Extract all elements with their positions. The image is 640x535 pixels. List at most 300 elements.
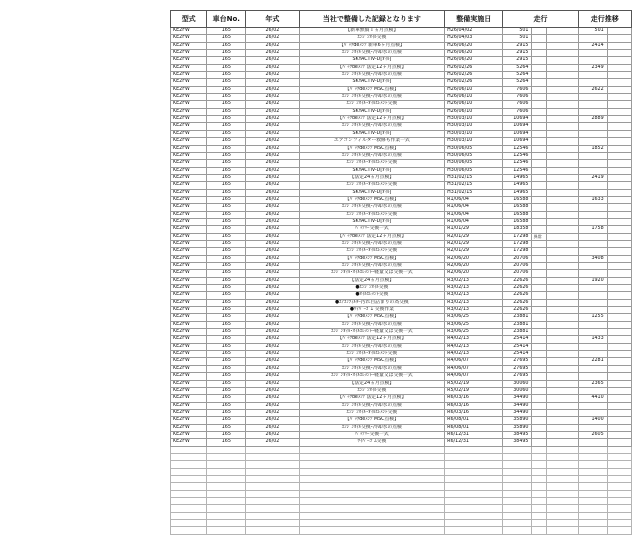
cell-blank <box>547 380 579 387</box>
cell-blank <box>547 226 579 233</box>
cell-number: 165 <box>207 116 246 123</box>
cell-trend <box>578 160 607 167</box>
empty-cell <box>299 461 445 468</box>
cell-record: ●ｴﾝｼﾞﾝｵｲﾙ交換 <box>299 285 445 292</box>
empty-cell <box>532 527 547 534</box>
cell-date: R2/01/29 <box>445 248 503 255</box>
cell-blank <box>607 138 631 145</box>
cell-note <box>532 329 547 336</box>
cell-record: ｴﾝｼﾞﾝｵｲﾙ･ｵｲﾙｴﾚﾒﾝﾄ交換 <box>299 211 445 218</box>
empty-cell <box>246 475 299 482</box>
empty-cell <box>171 483 207 490</box>
table-row <box>171 402 632 409</box>
cell-trend: 501 <box>578 28 607 35</box>
cell-year: 26/02 <box>246 395 299 402</box>
empty-cell <box>246 461 299 468</box>
cell-year: 26/02 <box>246 64 299 71</box>
cell-record: SKYACTIV-D[ｵｲﾙ] <box>299 57 445 64</box>
cell-number: 165 <box>207 101 246 108</box>
empty-cell <box>207 527 246 534</box>
cell-model: KE2FW <box>171 50 207 57</box>
cell-record: 【ﾊﾟｯｸdeﾒﾝﾃ 法定12ヶ月点検】 <box>299 395 445 402</box>
cell-blank <box>547 145 579 152</box>
cell-blank <box>607 116 631 123</box>
header-model: 型式 <box>171 11 207 28</box>
cell-blank <box>547 233 579 240</box>
cell-year: 26/02 <box>246 152 299 159</box>
empty-cell <box>171 498 207 505</box>
cell-note <box>532 373 547 380</box>
cell-blank <box>547 108 579 115</box>
empty-cell <box>607 446 631 453</box>
empty-cell <box>445 512 503 519</box>
table-row <box>171 285 632 292</box>
cell-model: KE2FW <box>171 167 207 174</box>
empty-cell <box>445 498 503 505</box>
cell-number: 165 <box>207 417 246 424</box>
table-row <box>171 145 632 152</box>
cell-blank <box>607 431 631 438</box>
table-row <box>171 387 632 394</box>
cell-mileage: 23881 <box>503 329 532 336</box>
cell-mileage: 22626 <box>503 307 532 314</box>
cell-trend <box>578 101 607 108</box>
cell-number: 165 <box>207 108 246 115</box>
cell-mileage: 16588 <box>503 196 532 203</box>
cell-trend <box>578 79 607 86</box>
empty-cell <box>171 527 207 534</box>
cell-record: 【法定24ヵ月点検】 <box>299 277 445 284</box>
cell-number: 165 <box>207 42 246 49</box>
cell-date: H30/03/10 <box>445 138 503 145</box>
empty-cell <box>532 483 547 490</box>
table-row <box>171 174 632 181</box>
cell-trend <box>578 343 607 350</box>
empty-row <box>171 453 632 460</box>
cell-mileage: 16588 <box>503 204 532 211</box>
empty-cell <box>532 490 547 497</box>
cell-mileage: 12546 <box>503 167 532 174</box>
cell-note <box>532 270 547 277</box>
header-date: 整備実施日 <box>445 11 503 28</box>
cell-trend: 1255 <box>578 314 607 321</box>
cell-record: ｴﾝｼﾞﾝｵｲﾙ交換･冷却水の点検 <box>299 204 445 211</box>
cell-record: ｴﾝｼﾞﾝｵｲﾙ･ｵｲﾙｴﾚﾒﾝﾄ･軽量又は交換一式 <box>299 329 445 336</box>
cell-record: ●ｴｱｺﾝﾌｨﾙﾀｰ汚れ目詰まりの為交換 <box>299 299 445 306</box>
cell-mileage: 20706 <box>503 263 532 270</box>
cell-record: SKYACTIV-D[ｵｲﾙ] <box>299 79 445 86</box>
table-row <box>171 233 632 240</box>
cell-model: KE2FW <box>171 204 207 211</box>
cell-blank <box>547 57 579 64</box>
cell-year: 26/02 <box>246 204 299 211</box>
cell-year: 26/02 <box>246 373 299 380</box>
cell-trend <box>578 123 607 130</box>
empty-cell <box>445 475 503 482</box>
cell-trend <box>578 292 607 299</box>
cell-record: 【ﾊﾟｯｸdeﾒﾝﾃ MSC点検】 <box>299 86 445 93</box>
empty-cell <box>503 490 532 497</box>
empty-row <box>171 461 632 468</box>
empty-row <box>171 520 632 527</box>
empty-cell <box>607 498 631 505</box>
cell-number: 165 <box>207 387 246 394</box>
cell-record: 【ﾊﾟｯｸdeﾒﾝﾃ MSC点検】 <box>299 145 445 152</box>
table-row <box>171 299 632 306</box>
table-row <box>171 336 632 343</box>
cell-model: KE2FW <box>171 285 207 292</box>
empty-cell <box>171 468 207 475</box>
cell-model: KE2FW <box>171 321 207 328</box>
cell-year: 26/02 <box>246 108 299 115</box>
cell-mileage: 25414 <box>503 336 532 343</box>
cell-number: 165 <box>207 145 246 152</box>
cell-blank <box>547 387 579 394</box>
cell-record: ｴﾝｼﾞﾝｵｲﾙ交換 <box>299 35 445 42</box>
maintenance-record-sheet <box>170 10 632 535</box>
cell-blank <box>547 358 579 365</box>
empty-cell <box>299 475 445 482</box>
cell-blank <box>607 351 631 358</box>
cell-number: 165 <box>207 431 246 438</box>
cell-record: ●ｵｲﾙｴﾚﾒﾝﾄ交換 <box>299 292 445 299</box>
cell-note <box>532 182 547 189</box>
cell-blank <box>607 233 631 240</box>
cell-trend <box>578 329 607 336</box>
cell-note <box>532 351 547 358</box>
cell-note: 異常 <box>532 233 547 240</box>
cell-record: 【ﾊﾟｯｸdeﾒﾝﾃ 法定12ヶ月点検】 <box>299 233 445 240</box>
cell-blank <box>607 248 631 255</box>
cell-blank <box>547 431 579 438</box>
cell-mileage: 2915 <box>503 57 532 64</box>
cell-record: ｴﾝｼﾞﾝｵｲﾙ･ｵｲﾙｴﾚﾒﾝﾄ交換 <box>299 182 445 189</box>
cell-trend: 1852 <box>578 145 607 152</box>
cell-blank <box>607 343 631 350</box>
cell-mileage: 38495 <box>503 439 532 446</box>
cell-date: H30/06/05 <box>445 167 503 174</box>
cell-note <box>532 116 547 123</box>
table-row <box>171 108 632 115</box>
cell-date: H30/06/05 <box>445 145 503 152</box>
cell-date: R6/08/01 <box>445 417 503 424</box>
table-row <box>171 57 632 64</box>
cell-number: 165 <box>207 292 246 299</box>
cell-year: 26/02 <box>246 218 299 225</box>
cell-date: H26/06/20 <box>445 57 503 64</box>
cell-date: R1/01/29 <box>445 226 503 233</box>
cell-blank <box>607 299 631 306</box>
cell-note <box>532 204 547 211</box>
table-row <box>171 292 632 299</box>
empty-cell <box>171 475 207 482</box>
cell-number: 165 <box>207 174 246 181</box>
cell-date: R3/06/25 <box>445 314 503 321</box>
cell-blank <box>547 204 579 211</box>
cell-mileage: 27695 <box>503 365 532 372</box>
cell-model: KE2FW <box>171 101 207 108</box>
cell-blank <box>547 72 579 79</box>
empty-row <box>171 475 632 482</box>
cell-record: SKYACTIV-D[ｵｲﾙ] <box>299 108 445 115</box>
cell-note <box>532 402 547 409</box>
table-row <box>171 424 632 431</box>
cell-trend <box>578 130 607 137</box>
table-row <box>171 277 632 284</box>
empty-cell <box>299 483 445 490</box>
cell-blank <box>547 292 579 299</box>
cell-date: R2/01/29 <box>445 233 503 240</box>
cell-trend <box>578 152 607 159</box>
cell-note <box>532 343 547 350</box>
cell-record: ｴﾝｼﾞﾝｵｲﾙ･ｵｲﾙｴﾚﾒﾝﾄ交換 <box>299 160 445 167</box>
empty-row <box>171 490 632 497</box>
cell-number: 165 <box>207 94 246 101</box>
cell-date: R6/08/01 <box>445 424 503 431</box>
cell-trend: 2365 <box>578 380 607 387</box>
cell-model: KE2FW <box>171 72 207 79</box>
cell-number: 165 <box>207 86 246 93</box>
empty-cell <box>171 505 207 512</box>
cell-record: ｴﾝｼﾞﾝｵｲﾙ交換･冷却水の点検 <box>299 365 445 372</box>
cell-trend <box>578 72 607 79</box>
table-row <box>171 204 632 211</box>
cell-trend <box>578 94 607 101</box>
cell-mileage: 7606 <box>503 101 532 108</box>
cell-mileage: 20706 <box>503 270 532 277</box>
table-row <box>171 211 632 218</box>
cell-date: R6/03/16 <box>445 395 503 402</box>
cell-mileage: 17298 <box>503 240 532 247</box>
cell-record: 【ﾊﾟｯｸdeﾒﾝﾃ MSC点検】 <box>299 314 445 321</box>
cell-date: H26/06/20 <box>445 42 503 49</box>
cell-blank <box>547 402 579 409</box>
table-row <box>171 255 632 262</box>
cell-mileage: 14965 <box>503 182 532 189</box>
cell-note <box>532 196 547 203</box>
cell-number: 165 <box>207 130 246 137</box>
empty-cell <box>503 520 532 527</box>
cell-blank <box>547 189 579 196</box>
cell-note <box>532 248 547 255</box>
empty-row <box>171 512 632 519</box>
cell-number: 165 <box>207 299 246 306</box>
cell-note <box>532 240 547 247</box>
empty-cell <box>207 490 246 497</box>
cell-blank <box>607 387 631 394</box>
cell-blank <box>607 152 631 159</box>
cell-model: KE2FW <box>171 28 207 35</box>
cell-blank <box>607 94 631 101</box>
cell-year: 26/02 <box>246 72 299 79</box>
cell-year: 26/02 <box>246 270 299 277</box>
empty-cell <box>503 505 532 512</box>
cell-trend <box>578 211 607 218</box>
cell-model: KE2FW <box>171 358 207 365</box>
cell-mileage: 2915 <box>503 50 532 57</box>
cell-number: 165 <box>207 57 246 64</box>
cell-model: KE2FW <box>171 424 207 431</box>
cell-year: 26/02 <box>246 431 299 438</box>
cell-blank <box>607 189 631 196</box>
cell-note <box>532 321 547 328</box>
cell-model: KE2FW <box>171 42 207 49</box>
cell-date: R2/06/20 <box>445 270 503 277</box>
empty-row <box>171 446 632 453</box>
table-row <box>171 64 632 71</box>
cell-note <box>532 424 547 431</box>
cell-blank <box>607 72 631 79</box>
cell-record: ｴﾝｼﾞﾝｵｲﾙ･ｵｲﾙｴﾚﾒﾝﾄ交換 <box>299 409 445 416</box>
cell-number: 165 <box>207 373 246 380</box>
cell-blank <box>547 277 579 284</box>
cell-blank <box>547 50 579 57</box>
empty-cell <box>445 453 503 460</box>
cell-note <box>532 307 547 314</box>
cell-blank <box>607 424 631 431</box>
cell-trend <box>578 321 607 328</box>
empty-cell <box>547 483 579 490</box>
table-row <box>171 307 632 314</box>
cell-year: 26/02 <box>246 174 299 181</box>
cell-blank <box>607 336 631 343</box>
cell-model: KE2FW <box>171 182 207 189</box>
table-row <box>171 321 632 328</box>
cell-model: KE2FW <box>171 314 207 321</box>
table-row <box>171 123 632 130</box>
header-row <box>171 11 632 28</box>
empty-cell <box>547 520 579 527</box>
cell-record: ｴﾝｼﾞﾝｵｲﾙ･ｵｲﾙｴﾚﾒﾝﾄ交換 <box>299 101 445 108</box>
cell-blank <box>547 160 579 167</box>
table-row <box>171 130 632 137</box>
cell-trend <box>578 263 607 270</box>
empty-cell <box>607 505 631 512</box>
empty-cell <box>547 527 579 534</box>
empty-cell <box>607 475 631 482</box>
cell-trend: 2419 <box>578 174 607 181</box>
cell-mileage: 7606 <box>503 86 532 93</box>
cell-date: H26/02/26 <box>445 64 503 71</box>
cell-record: ｴﾝｼﾞﾝｵｲﾙ交換･冷却水の点検 <box>299 402 445 409</box>
cell-record: ﾜｲﾊﾟｰｺﾞﾑ交換 <box>299 439 445 446</box>
empty-cell <box>445 483 503 490</box>
cell-year: 26/02 <box>246 321 299 328</box>
table-row <box>171 79 632 86</box>
cell-model: KE2FW <box>171 211 207 218</box>
cell-mileage: 5264 <box>503 64 532 71</box>
cell-note <box>532 42 547 49</box>
cell-number: 165 <box>207 167 246 174</box>
cell-year: 26/02 <box>246 417 299 424</box>
cell-blank <box>607 174 631 181</box>
table-row <box>171 351 632 358</box>
cell-note <box>532 277 547 284</box>
cell-trend <box>578 57 607 64</box>
cell-record: ｴﾝｼﾞﾝｵｲﾙ交換･冷却水の点検 <box>299 50 445 57</box>
empty-cell <box>607 512 631 519</box>
cell-year: 26/02 <box>246 116 299 123</box>
cell-blank <box>607 358 631 365</box>
cell-number: 165 <box>207 72 246 79</box>
cell-blank <box>607 28 631 35</box>
cell-blank <box>607 307 631 314</box>
empty-cell <box>445 527 503 534</box>
cell-trend <box>578 167 607 174</box>
cell-number: 165 <box>207 196 246 203</box>
cell-mileage: 34490 <box>503 402 532 409</box>
cell-year: 26/02 <box>246 255 299 262</box>
cell-blank <box>547 196 579 203</box>
cell-record: ｴﾝｼﾞﾝｵｲﾙ交換･冷却水の点検 <box>299 240 445 247</box>
table-row <box>171 365 632 372</box>
cell-trend <box>578 189 607 196</box>
cell-mileage: 5264 <box>503 79 532 86</box>
cell-blank <box>547 329 579 336</box>
cell-trend: 2605 <box>578 431 607 438</box>
cell-blank <box>547 94 579 101</box>
cell-model: KE2FW <box>171 35 207 42</box>
cell-model: KE2FW <box>171 329 207 336</box>
cell-date: H30/06/05 <box>445 152 503 159</box>
cell-number: 165 <box>207 138 246 145</box>
empty-cell <box>445 446 503 453</box>
empty-cell <box>532 461 547 468</box>
cell-number: 165 <box>207 402 246 409</box>
table-row <box>171 152 632 159</box>
cell-blank <box>547 270 579 277</box>
cell-blank <box>547 365 579 372</box>
cell-note <box>532 285 547 292</box>
empty-cell <box>171 520 207 527</box>
table-row <box>171 329 632 336</box>
cell-date: R3/02/13 <box>445 292 503 299</box>
cell-trend: 2622 <box>578 86 607 93</box>
cell-year: 26/02 <box>246 101 299 108</box>
cell-trend <box>578 108 607 115</box>
cell-blank <box>547 86 579 93</box>
cell-trend: 1633 <box>578 196 607 203</box>
cell-mileage: 25414 <box>503 343 532 350</box>
cell-date: R3/02/13 <box>445 285 503 292</box>
cell-model: KE2FW <box>171 233 207 240</box>
empty-cell <box>246 468 299 475</box>
cell-date: R4/06/07 <box>445 373 503 380</box>
empty-row <box>171 468 632 475</box>
cell-year: 26/02 <box>246 351 299 358</box>
table-row <box>171 417 632 424</box>
cell-year: 26/02 <box>246 57 299 64</box>
cell-year: 26/02 <box>246 299 299 306</box>
empty-cell <box>207 468 246 475</box>
cell-blank <box>547 174 579 181</box>
cell-note <box>532 174 547 181</box>
cell-number: 165 <box>207 343 246 350</box>
cell-note <box>532 160 547 167</box>
cell-year: 26/02 <box>246 130 299 137</box>
cell-date: R1/06/04 <box>445 204 503 211</box>
empty-cell <box>532 498 547 505</box>
cell-model: KE2FW <box>171 409 207 416</box>
cell-year: 26/02 <box>246 439 299 446</box>
table-row <box>171 240 632 247</box>
cell-model: KE2FW <box>171 145 207 152</box>
empty-cell <box>246 512 299 519</box>
table-row <box>171 314 632 321</box>
cell-blank <box>547 182 579 189</box>
cell-note <box>532 358 547 365</box>
cell-blank <box>547 424 579 431</box>
